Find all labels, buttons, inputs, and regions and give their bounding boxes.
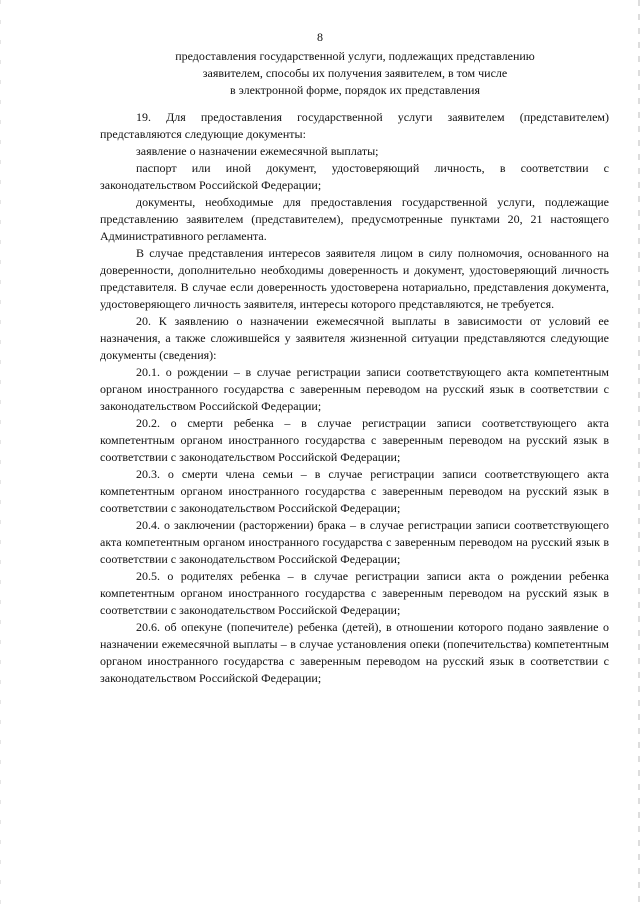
paragraph-item: документы, необходимые для предоставления государственной услуги, подлежащие представлению заявителем (представителем), предусмотренные пунктами 20, 21 настоящего Административного регламента. — [100, 195, 609, 243]
paragraph-20-4: 20.4. о заключении (расторжении) брака – в случае регистрации записи соответствующего акта компетентным органом иностранного государства с заверенным переводом на русский язык в соответствии с законодательством Российской Федерации; — [100, 518, 609, 566]
paragraph-20-2: 20.2. о смерти ребенка – в случае регистрации записи соответствующего акта компетентным органом иностранного государства с заверенным переводом на русский язык в соответствии с законодательством Российской Федерации; — [100, 416, 609, 464]
paragraph-20: 20. К заявлению о назначении ежемесячной выплаты в зависимости от условий ее назначения, а также сложившейся у заявителя жизненной ситуации представляются следующие документы (сведения): — [100, 314, 609, 362]
scan-edge-left — [0, 0, 1, 905]
heading-line: заявителем, способы их получения заявителем, в том числе — [202, 66, 508, 80]
heading-line: в электронной форме, порядок их представления — [230, 83, 480, 97]
paragraph-20-6: 20.6. об опекуне (попечителе) ребенка (детей), в отношении которого подано заявление о назначении ежемесячной выплаты – в случае установления опеки (попечительства) компетентным органом иностранного государства с заверенным переводом на русский язык в соответствии с законодательством Российской Федерации; — [100, 620, 609, 685]
paragraph-19: 19. Для предоставления государственной услуги заявителем (представителем) представляются следующие документы: — [100, 110, 609, 141]
section-heading — [100, 48, 610, 99]
paragraph-item: паспорт или иной документ, удостоверяющий личность, в соответствии с законодательством Российской Федерации; — [100, 161, 609, 192]
paragraph-20-1: 20.1. о рождении – в случае регистрации записи соответствующего акта компетентным органом иностранного государства с заверенным переводом на русский язык в соответствии с законодательством Российской Федерации; — [100, 365, 609, 413]
document-body — [100, 109, 609, 687]
paragraph-20-5: 20.5. о родителях ребенка – в случае регистрации записи акта о рождении ребенка компетентным органом иностранного государства с заверенным переводом на русский язык в соответствии с законодательством Российской Федерации; — [100, 569, 609, 617]
heading-line: предоставления государственной услуги, подлежащих представлению — [175, 49, 535, 63]
paragraph-item: заявление о назначении ежемесячной выплаты; — [136, 144, 379, 158]
page-number: 8 — [317, 30, 323, 44]
paragraph-20-3: 20.3. о смерти члена семьи – в случае регистрации записи соответствующего акта компетентным органом иностранного государства с заверенным переводом на русский язык в соответствии с законодательством Российской Федерации; — [100, 467, 609, 515]
paragraph-representative: В случае представления интересов заявителя лицом в силу полномочия, основанного на доверенности, дополнительно необходимы доверенность и документ, удостоверяющий личность представителя. В случае если доверенность удостоверена нотариально, представления документа, удостоверяющего личность заявителя, интересы которого представляются, не требуется. — [100, 246, 609, 311]
